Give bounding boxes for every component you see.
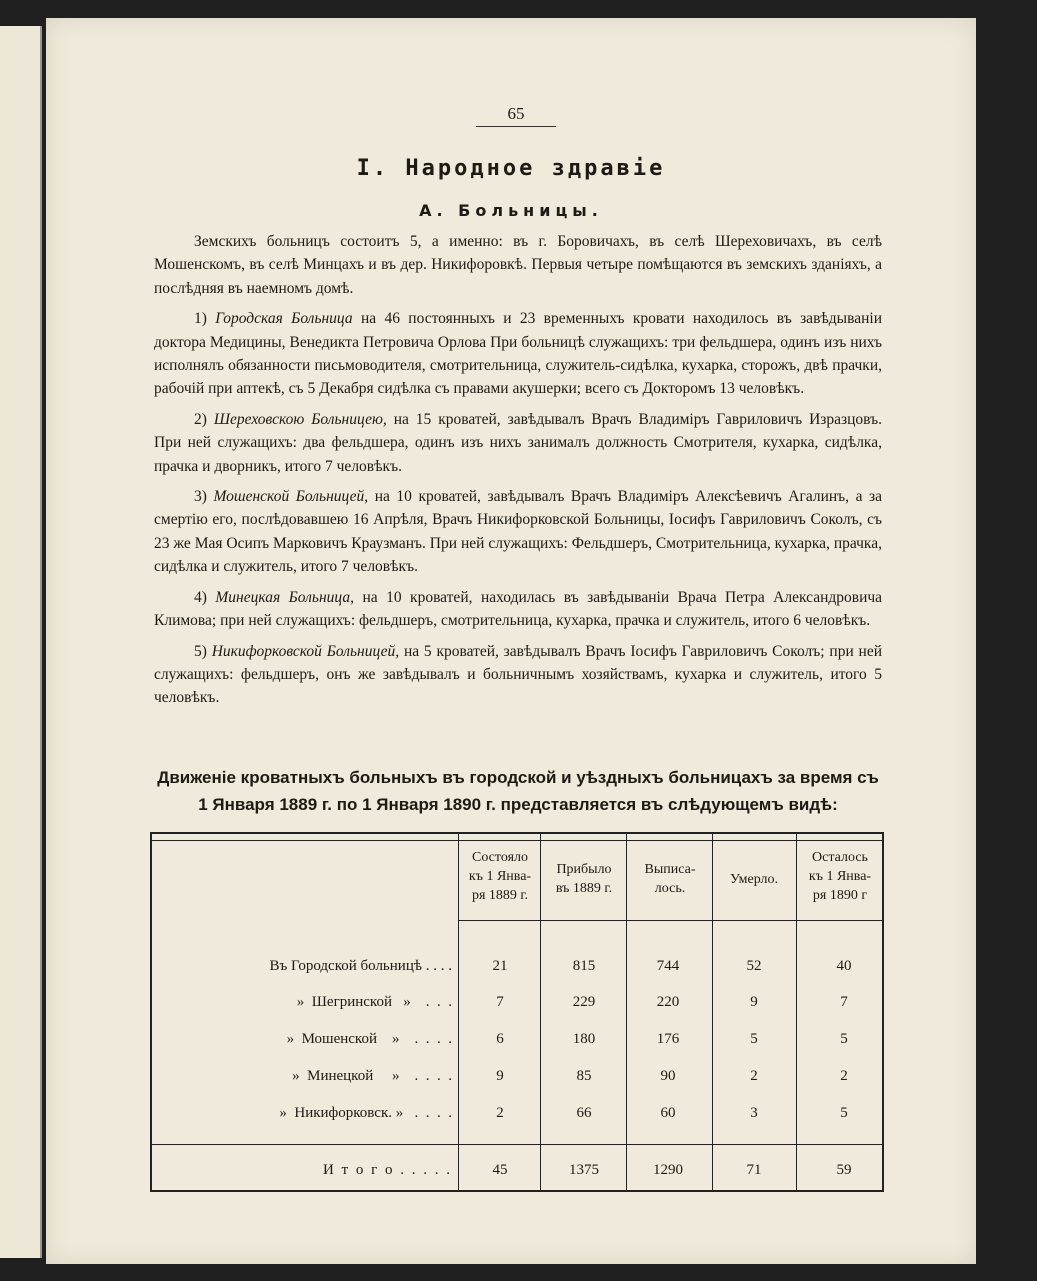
table-header-rule	[458, 920, 882, 921]
table-cell: 7	[496, 994, 504, 1010]
row-label: И т о г о . . . . .	[322, 1162, 452, 1178]
table-cell: 85	[576, 1068, 592, 1084]
table-row	[152, 1031, 882, 1051]
table-cell: 2	[750, 1068, 758, 1084]
table-cell: 229	[572, 994, 596, 1010]
table-cell: 5	[840, 1105, 848, 1121]
document-page	[46, 18, 976, 1264]
table-row	[152, 1105, 882, 1125]
section-title: I. Народное здравіе	[356, 156, 666, 181]
table-cell: 40	[836, 958, 852, 974]
table-cell: 71	[746, 1162, 762, 1178]
table-row	[152, 1068, 882, 1088]
subsection-title: А. Больницы.	[419, 201, 603, 220]
table-cell: 1375	[569, 1162, 599, 1178]
paragraph-3	[154, 485, 882, 579]
paragraph-number: 3)	[194, 488, 207, 506]
table-cell: 176	[656, 1031, 680, 1047]
paragraph-number: 2)	[194, 410, 207, 428]
table-cell: 3	[750, 1105, 758, 1121]
table-cell: 2	[496, 1105, 504, 1121]
table-total-rule	[152, 1144, 882, 1145]
column-header-discharged: Выписа- лось.	[644, 862, 696, 896]
table-cell: 815	[572, 958, 596, 974]
table-cell: 66	[576, 1105, 592, 1121]
table-cell: 21	[492, 958, 508, 974]
column-header-opening: Состояло къ 1 Янва- ря 1889 г.	[468, 850, 532, 903]
paragraph-number: 4)	[194, 588, 207, 606]
table-top-rule	[152, 840, 882, 841]
table-cell: 45	[492, 1162, 508, 1178]
hospital-name: Шереховскою Больницею,	[213, 410, 387, 428]
table-cell: 90	[660, 1068, 676, 1084]
paragraph-number: 5)	[194, 642, 207, 660]
row-label: » Мошенской » . . . .	[286, 1031, 452, 1047]
table-cell: 9	[750, 994, 758, 1010]
table-row	[152, 994, 882, 1014]
statistics-table	[150, 832, 884, 1192]
body-text	[154, 230, 882, 717]
left-page-edge	[0, 26, 42, 1258]
paragraph-text: на 46 постоянныхъ и 23 временныхъ кровати находилось въ завѣдываніи доктора Медицины, Венедикта Петровича Орлова При больницѣ служащихъ: три фельдшера, одинъ изъ нихъ исполнялъ обязанности письмоводителя, смотрительница, служитель-сидѣлка, кухарка, сторожъ, двѣ прачки, рабочій при аптекѣ, съ 5 Декабря сидѣлка съ правами акушерки; всего съ Докторомъ 13 человѣкъ.	[154, 310, 882, 398]
table-row	[152, 958, 882, 978]
table-cell: 59	[836, 1162, 852, 1178]
column-header-remaining: Осталось къ 1 Янва- ря 1890 г	[808, 850, 872, 903]
row-label: » Минецкой » . . . .	[292, 1068, 452, 1084]
page-number: 65	[476, 104, 556, 127]
table-cell: 6	[496, 1031, 504, 1047]
paragraph-4	[154, 586, 882, 633]
row-label: » Никифорковск. » . . . .	[279, 1105, 452, 1121]
table-cell: 7	[840, 994, 848, 1010]
table-heading	[146, 764, 890, 818]
row-label: Въ Городской больницѣ . . . .	[269, 958, 452, 974]
table-cell: 1290	[653, 1162, 683, 1178]
paragraph-5	[154, 640, 882, 710]
table-cell: 5	[750, 1031, 758, 1047]
paragraph-number: 1)	[194, 310, 207, 328]
hospital-name: Минецкая Больница,	[215, 588, 354, 606]
table-cell: 5	[840, 1031, 848, 1047]
table-cell: 180	[572, 1031, 596, 1047]
table-cell: 2	[840, 1068, 848, 1084]
paragraph-1	[154, 307, 882, 401]
paragraph-text: на 10 кроватей, находилась въ завѣдываніи Врача Петра Александровича Климова; при ней служащихъ: фельдшеръ, смотрительница, кухарка, прачка и служитель, итого 6 человѣкъ.	[154, 588, 883, 630]
paragraph-text: на 10 кроватей, завѣдывалъ Врачъ Владиміръ Алексѣевичъ Агалинъ, а за смертію его, послѣдовавшею 16 Апрѣля, Врачъ Никифорковской Больницы, Іосифъ Гавриловичъ Соколъ, съ 23 же Мая Осипъ Марковичъ Краузманъ. При ней служащихъ: Фельдшеръ, Смотрительница, кухарка, прачка, сидѣлка и служитель, итого 7 человѣкъ.	[154, 488, 883, 576]
table-heading-line-2: 1 Января 1889 г. по 1 Января 1890 г. представляется въ слѣдующемъ видѣ:	[198, 795, 838, 814]
table-cell: 52	[746, 958, 762, 974]
table-heading-line-1: Движеніе кроватныхъ больныхъ въ городской и уѣздныхъ больницахъ за время съ	[157, 768, 879, 787]
paragraph-text: на 15 кроватей, завѣдывалъ Врачъ Владиміръ Гавриловичъ Изразцовъ. При ней служащихъ: два фельдшера, одинъ изъ нихъ занималъ должность Смотрителя, кухарка, сидѣлка, прачка и дворникъ, итого 7 человѣкъ.	[154, 410, 883, 475]
hospital-name: Мошенской Больницей,	[213, 488, 369, 506]
hospital-name: Городская Больница	[215, 310, 353, 328]
hospital-name: Никифорковской Больницей,	[211, 642, 400, 660]
table-cell: 60	[660, 1105, 676, 1121]
table-cell: 9	[496, 1068, 504, 1084]
table-cell: 744	[656, 958, 680, 974]
paragraph-text: на 5 кроватей, завѣдывалъ Врачъ Іосифъ Гавриловичъ Соколъ; при ней служащихъ: фельдшеръ, онъ же завѣдывалъ и больничнымъ хозяйствамъ, кухарка и служитель, итого 5 человѣкъ.	[154, 642, 883, 707]
column-header-died: Умерло.	[729, 872, 779, 887]
paragraph-2	[154, 408, 882, 478]
column-header-admitted: Прибыло въ 1889 г.	[555, 862, 613, 896]
paragraph-intro: Земскихъ больницъ состоитъ 5, а именно: въ г. Боровичахъ, въ селѣ Шереховичахъ, въ селѣ Мошенскомъ, въ селѣ Минцахъ и въ дер. Никифоровкѣ. Первыя четыре помѣщаются въ земскихъ зданіяхъ, а послѣдняя въ наемномъ домѣ.	[154, 233, 882, 297]
table-cell: 220	[656, 994, 680, 1010]
table-total-row	[152, 1162, 882, 1182]
row-label: » Шегринской » . . .	[296, 994, 452, 1010]
